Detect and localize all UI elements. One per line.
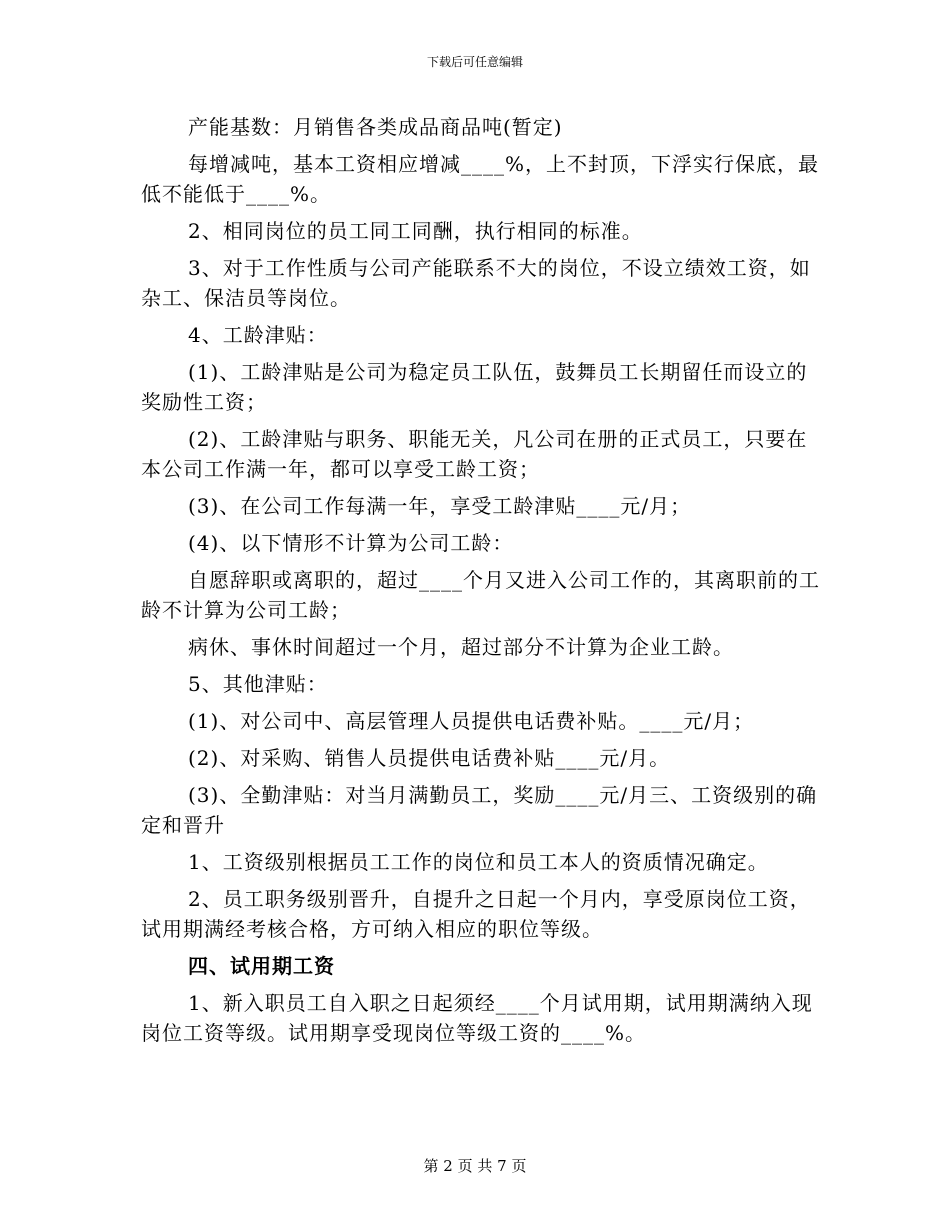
document-body xyxy=(141,112,821,1055)
paragraph-seniority-2: (2)、工龄津贴与职务、职能无关，凡公司在册的正式员工，只要在本公司工作满一年，都可以享受工龄工资； xyxy=(141,427,808,481)
paragraph-other-allowance-1: (1)、对公司中、高层管理人员提供电话费补贴。____元/月； xyxy=(188,709,755,733)
paragraph-sick-leave: 病休、事休时间超过一个月，超过部分不计算为企业工龄。 xyxy=(188,635,734,659)
section-heading-probation: 四、试用期工资 xyxy=(188,954,335,978)
page-footer: 第 2 页 共 7 页 xyxy=(423,1157,527,1175)
paragraph-other-allowance-heading: 5、其他津贴： xyxy=(188,672,328,696)
paragraph-no-performance-pay: 3、对于工作性质与公司产能联系不大的岗位，不设立绩效工资，如杂工、保洁员等岗位。 xyxy=(141,256,811,310)
paragraph-increase-decrease: 每增减吨，基本工资相应增减____%，上不封顶，下浮实行保底，最低不能低于____%。 xyxy=(141,152,820,206)
paragraph-salary-level-2: 2、员工职务级别晋升，自提升之日起一个月内，享受原岗位工资，试用期满经考核合格，方可纳入相应的职位等级。 xyxy=(141,887,811,941)
paragraph-capacity-base: 产能基数：月销售各类成品商品吨(暂定) xyxy=(188,115,563,139)
paragraph-salary-level-1: 1、工资级别根据员工工作的岗位和员工本人的资质情况确定。 xyxy=(188,850,769,874)
paragraph-probation-1: 1、新入职员工自入职之日起须经____个月试用期，试用期满纳入现岗位工资等级。试用期享受现岗位等级工资的____%。 xyxy=(141,991,813,1045)
paragraph-resignation: 自愿辞职或离职的，超过____个月又进入公司工作的，其离职前的工龄不计算为公司工龄； xyxy=(141,568,820,622)
page-header: 下载后可任意编辑 xyxy=(426,55,523,69)
paragraph-other-allowance-3: (3)、全勤津贴：对当月满勤员工，奖励____元/月三、工资级别的确定和晋升 xyxy=(141,783,818,837)
paragraph-seniority-allowance-heading: 4、工龄津贴： xyxy=(188,323,328,347)
paragraph-other-allowance-2: (2)、对采购、销售人员提供电话费补贴____元/月。 xyxy=(188,746,671,770)
paragraph-seniority-1: (1)、工龄津贴是公司为稳定员工队伍，鼓舞员工长期留任而设立的奖励性工资； xyxy=(141,360,808,414)
paragraph-equal-pay: 2、相同岗位的员工同工同酬，执行相同的标准。 xyxy=(188,219,643,243)
paragraph-seniority-3: (3)、在公司工作每满一年，享受工龄津贴____元/月； xyxy=(188,494,692,518)
paragraph-seniority-4: (4)、以下情形不计算为公司工龄： xyxy=(188,531,514,555)
